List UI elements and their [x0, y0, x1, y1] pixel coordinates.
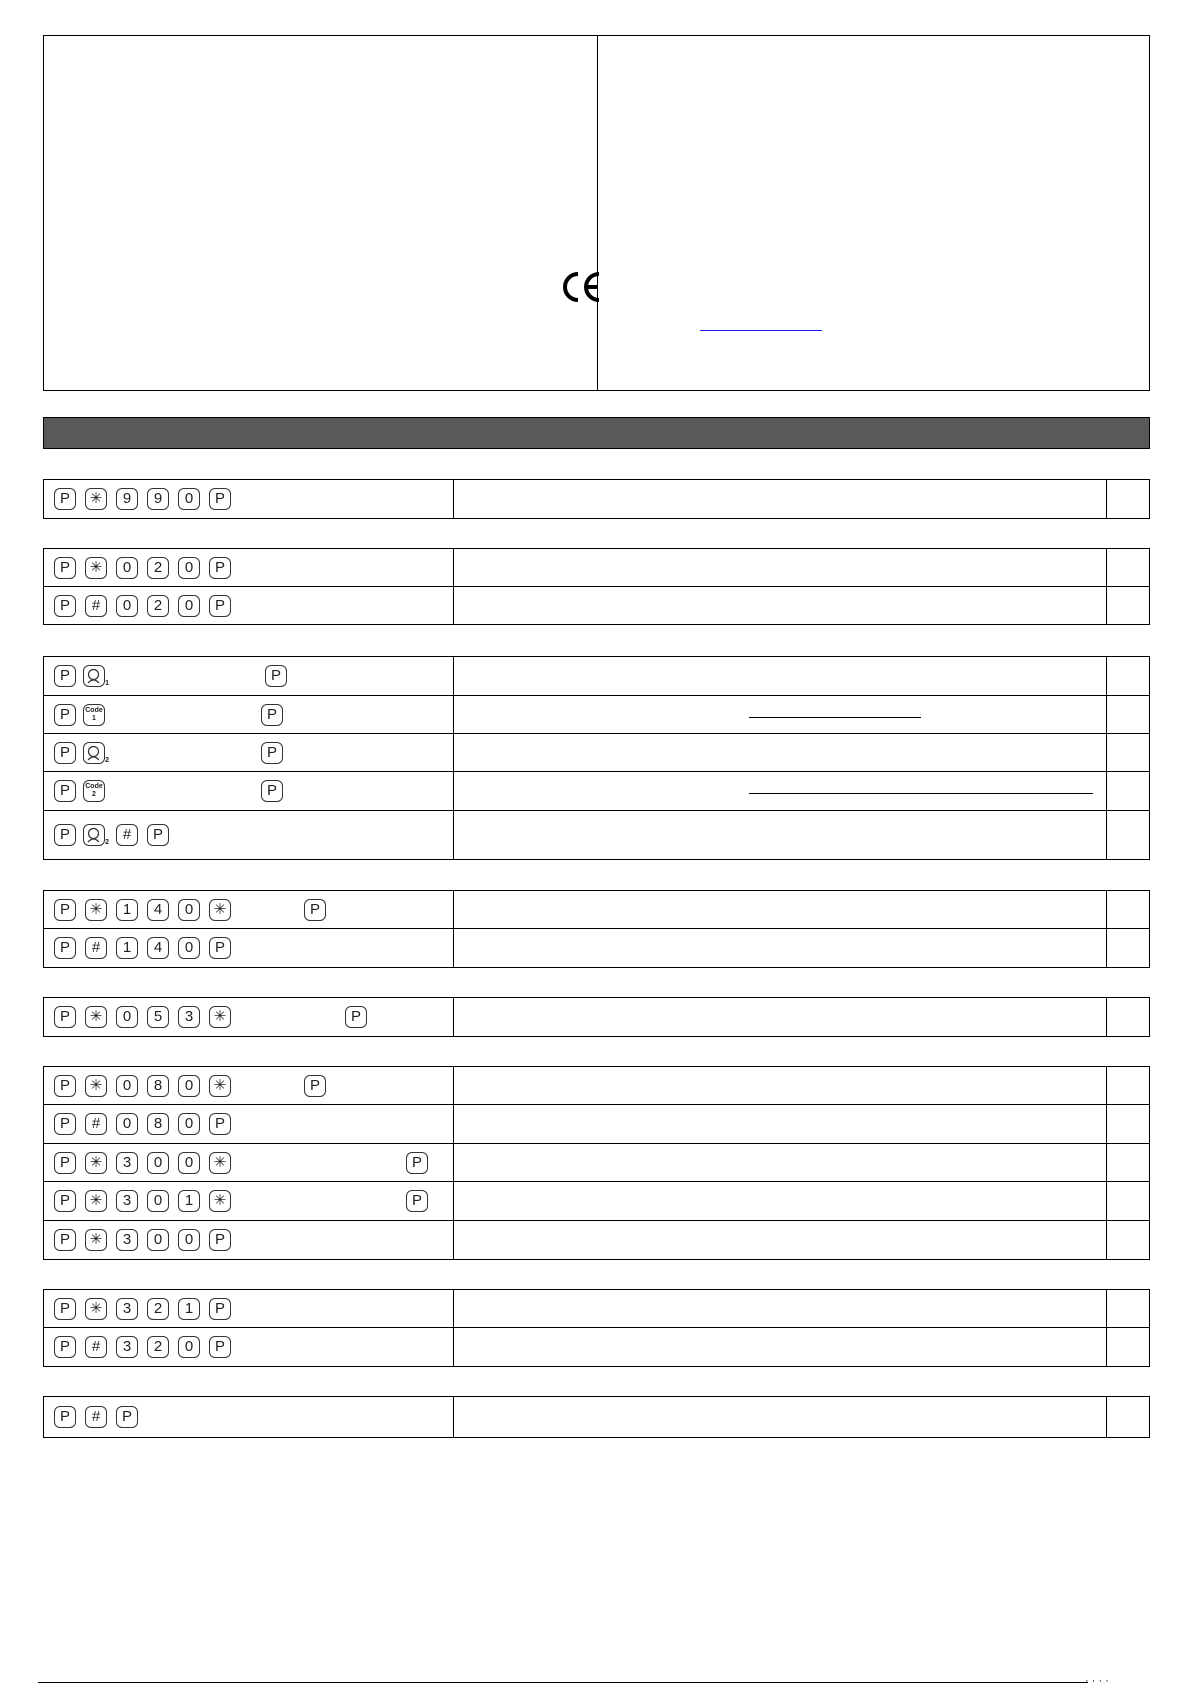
star-key: ✳: [85, 1006, 107, 1028]
underline-mark: [749, 717, 921, 718]
table-column-divider: [1106, 772, 1107, 810]
code-key: Code 1: [83, 704, 105, 726]
key-sequence-cell: [44, 1144, 454, 1181]
digit-key: 0: [116, 595, 138, 617]
digit-key: 0: [147, 1229, 169, 1251]
table-column-divider: [1106, 1144, 1107, 1181]
star-key: ✳: [209, 1190, 231, 1212]
digit-key: 0: [147, 1190, 169, 1212]
digit-key: 0: [147, 1152, 169, 1174]
table-column-divider: [1106, 549, 1107, 586]
table-row: [44, 929, 1149, 968]
star-key: ✳: [85, 1298, 107, 1320]
key-sequence-cell: [44, 1067, 454, 1104]
star-key: ✳: [85, 488, 107, 510]
table-column-divider: [1106, 1067, 1107, 1104]
digit-key: 9: [147, 488, 169, 510]
digit-key: 3: [116, 1190, 138, 1212]
digit-key: 0: [178, 488, 200, 510]
hash-key: #: [85, 1406, 107, 1428]
digit-key: 3: [116, 1336, 138, 1358]
p-key: P: [261, 704, 283, 726]
key-sequence-cell: [44, 734, 454, 771]
p-key: P: [54, 1113, 76, 1135]
digit-key: 9: [116, 488, 138, 510]
table-column-divider: [1106, 1182, 1107, 1220]
digit-key: 8: [147, 1075, 169, 1097]
p-key: P: [209, 557, 231, 579]
key-table: [43, 548, 1150, 625]
p-key: P: [54, 824, 76, 846]
p-key: P: [265, 665, 287, 687]
p-key: P: [406, 1152, 428, 1174]
p-key: P: [54, 1152, 76, 1174]
p-key: P: [54, 665, 76, 687]
table-row: [44, 891, 1149, 929]
p-key: P: [54, 1298, 76, 1320]
hash-key: #: [85, 1336, 107, 1358]
table-row: [44, 696, 1149, 734]
p-key: P: [209, 937, 231, 959]
p-key: P: [54, 899, 76, 921]
key-sequence-cell: [44, 1182, 454, 1220]
digit-key: 5: [147, 1006, 169, 1028]
info-box-divider: [597, 36, 598, 390]
table-row: [44, 1105, 1149, 1144]
table-row: [44, 1067, 1149, 1105]
digit-key: 1: [178, 1298, 200, 1320]
key-table: [43, 1396, 1150, 1438]
key-sequence-cell: [44, 480, 454, 518]
hash-key: #: [85, 1113, 107, 1135]
digit-key: 0: [178, 1075, 200, 1097]
table-row: [44, 772, 1149, 811]
p-key: P: [54, 557, 76, 579]
p-key: P: [147, 824, 169, 846]
digit-key: 0: [178, 937, 200, 959]
table-column-divider: [1106, 998, 1107, 1036]
key-table: [43, 656, 1150, 860]
key-sequence-cell: [44, 1105, 454, 1143]
key-table: [43, 1289, 1150, 1367]
p-key: P: [54, 742, 76, 764]
key-sequence-cell: [44, 587, 454, 624]
table-column-divider: [1106, 480, 1107, 518]
table-row: [44, 587, 1149, 625]
table-column-divider: [1106, 734, 1107, 771]
digit-key: 0: [116, 1006, 138, 1028]
digit-key: 3: [116, 1298, 138, 1320]
key-sequence-cell: [44, 811, 454, 859]
digit-key: 0: [178, 1113, 200, 1135]
table-column-divider: [1106, 587, 1107, 624]
p-key: P: [54, 1406, 76, 1428]
p-key: P: [54, 1006, 76, 1028]
table-row: [44, 1397, 1149, 1438]
table-column-divider: [1106, 696, 1107, 733]
table-column-divider: [1106, 657, 1107, 695]
table-column-divider: [1106, 1221, 1107, 1259]
hash-key: #: [85, 937, 107, 959]
digit-key: 0: [116, 1075, 138, 1097]
key-sequence-cell: [44, 696, 454, 733]
p-key: P: [209, 1298, 231, 1320]
underline-mark: [749, 793, 1093, 794]
key-sequence-cell: [44, 1397, 454, 1437]
digit-key: 3: [178, 1006, 200, 1028]
digit-key: 0: [116, 557, 138, 579]
key-sequence-cell: [44, 772, 454, 810]
table-column-divider: [1106, 1105, 1107, 1143]
digit-key: 4: [147, 899, 169, 921]
table-row: [44, 811, 1149, 860]
key-table: [43, 997, 1150, 1037]
key-table: [43, 1066, 1150, 1260]
key-sequence-cell: [44, 657, 454, 695]
star-key: ✳: [85, 557, 107, 579]
p-key: P: [116, 1406, 138, 1428]
digit-key: 0: [178, 899, 200, 921]
digit-key: 3: [116, 1229, 138, 1251]
digit-key: 2: [147, 1298, 169, 1320]
key-sequence-cell: [44, 891, 454, 928]
key-sequence-cell: [44, 998, 454, 1036]
table-row: [44, 734, 1149, 772]
table-row: [44, 480, 1149, 519]
star-key: ✳: [209, 1075, 231, 1097]
digit-key: 2: [147, 557, 169, 579]
star-key: ✳: [85, 899, 107, 921]
user-icon: 1: [83, 665, 105, 687]
p-key: P: [209, 1336, 231, 1358]
p-key: P: [304, 899, 326, 921]
digit-key: 0: [178, 1152, 200, 1174]
digit-key: 2: [147, 1336, 169, 1358]
star-key: ✳: [209, 1006, 231, 1028]
digit-key: 0: [178, 1229, 200, 1251]
star-key: ✳: [85, 1075, 107, 1097]
p-key: P: [209, 488, 231, 510]
table-row: [44, 1328, 1149, 1367]
digit-key: 1: [116, 937, 138, 959]
user-icon: 2: [83, 742, 105, 764]
p-key: P: [54, 488, 76, 510]
key-sequence-cell: [44, 1221, 454, 1259]
p-key: P: [54, 1075, 76, 1097]
table-row: [44, 998, 1149, 1037]
p-key: P: [54, 595, 76, 617]
key-sequence-cell: [44, 549, 454, 586]
digit-key: 0: [116, 1113, 138, 1135]
p-key: P: [54, 704, 76, 726]
digit-key: 2: [147, 595, 169, 617]
digit-key: 1: [116, 899, 138, 921]
p-key: P: [304, 1075, 326, 1097]
digit-key: 4: [147, 937, 169, 959]
table-row: [44, 549, 1149, 587]
p-key: P: [406, 1190, 428, 1212]
digit-key: 8: [147, 1113, 169, 1135]
hash-key: #: [116, 824, 138, 846]
code-key: Code 2: [83, 780, 105, 802]
digit-key: 1: [178, 1190, 200, 1212]
digit-key: 0: [178, 1336, 200, 1358]
table-column-divider: [1106, 891, 1107, 928]
star-key: ✳: [85, 1190, 107, 1212]
p-key: P: [345, 1006, 367, 1028]
footer-rule: [38, 1682, 1088, 1683]
table-row: [44, 657, 1149, 696]
table-column-divider: [1106, 929, 1107, 967]
p-key: P: [209, 1113, 231, 1135]
p-key: P: [54, 1190, 76, 1212]
p-key: P: [54, 780, 76, 802]
p-key: P: [261, 780, 283, 802]
key-sequence-cell: [44, 929, 454, 967]
key-sequence-cell: [44, 1290, 454, 1327]
hash-key: #: [85, 595, 107, 617]
ce-mark-icon: [557, 262, 605, 312]
table-row: [44, 1221, 1149, 1260]
key-table: [43, 479, 1150, 519]
table-column-divider: [1106, 1328, 1107, 1366]
section-header-band: [43, 417, 1150, 449]
p-key: P: [54, 1229, 76, 1251]
table-column-divider: [1106, 811, 1107, 859]
star-key: ✳: [85, 1152, 107, 1174]
p-key: P: [209, 1229, 231, 1251]
user-icon: 2: [83, 824, 105, 846]
key-table: [43, 890, 1150, 968]
star-key: ✳: [209, 1152, 231, 1174]
digit-key: 0: [178, 595, 200, 617]
p-key: P: [54, 1336, 76, 1358]
table-column-divider: [1106, 1290, 1107, 1327]
table-column-divider: [1106, 1397, 1107, 1437]
digit-key: 3: [116, 1152, 138, 1174]
star-key: ✳: [85, 1229, 107, 1251]
web-link[interactable]: [700, 330, 822, 331]
digit-key: 0: [178, 557, 200, 579]
table-row: [44, 1182, 1149, 1221]
table-row: [44, 1290, 1149, 1328]
key-sequence-cell: [44, 1328, 454, 1366]
p-key: P: [209, 595, 231, 617]
p-key: P: [54, 937, 76, 959]
p-key: P: [261, 742, 283, 764]
star-key: ✳: [209, 899, 231, 921]
footer-fragment: · · · ·: [1085, 1676, 1109, 1685]
table-row: [44, 1144, 1149, 1182]
info-box: [43, 35, 1150, 391]
